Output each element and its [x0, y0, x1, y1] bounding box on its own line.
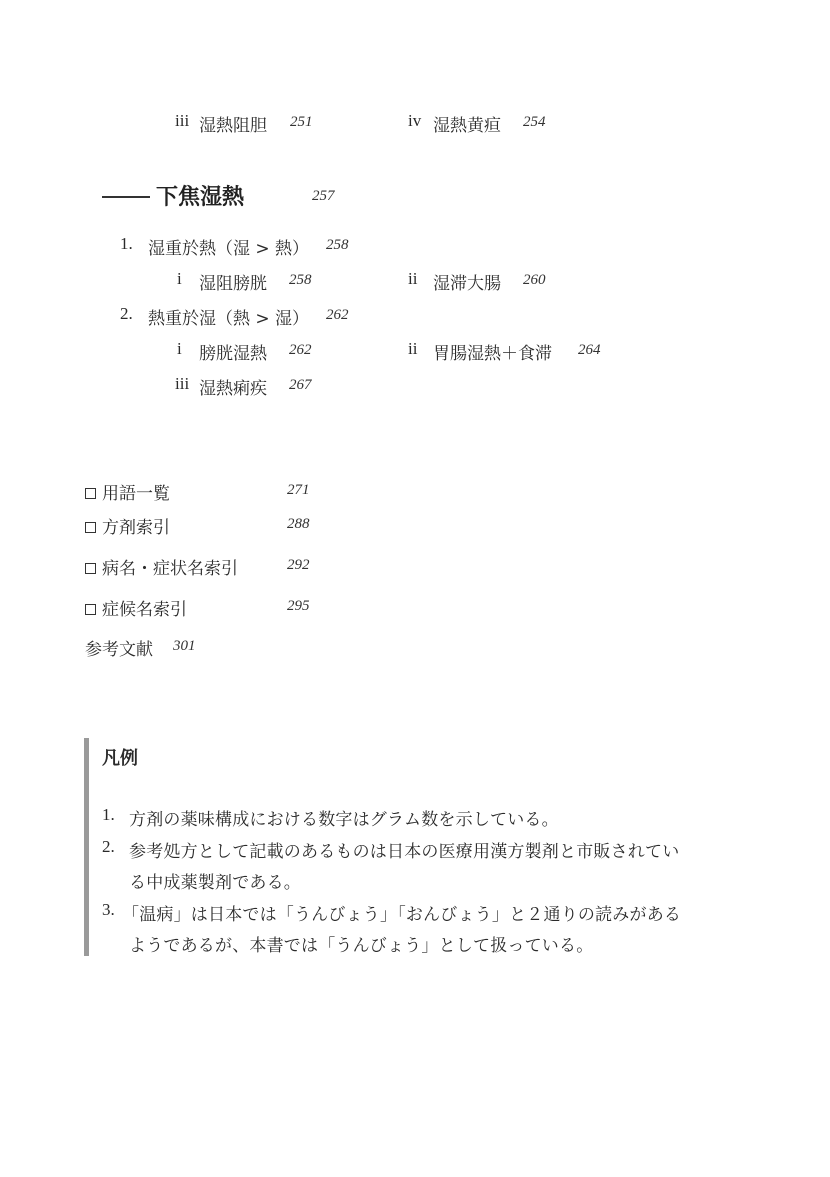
legend-side-bar	[84, 738, 89, 956]
toc-sub-title: 膀胱湿熱	[199, 344, 267, 364]
toc-page-number: 260	[523, 272, 546, 288]
toc-page-number: 292	[287, 557, 310, 573]
toc-sub-label: i	[177, 269, 182, 288]
legend-note-text: ようであるが、本書では「うんびょう」として扱っている。	[129, 936, 594, 956]
toc-page-number: 251	[290, 114, 313, 130]
toc-page-number: 262	[326, 307, 349, 323]
toc-page-number: 258	[289, 272, 312, 288]
toc-page-number: 295	[287, 598, 310, 614]
toc-page-number: 267	[289, 377, 312, 393]
legend-note-text: る中成薬製剤である。	[129, 873, 301, 893]
legend-note-number: 2.	[102, 837, 115, 856]
legend-note-text: 参考処方として記載のあるものは日本の医療用漢方製剤と市販されてい	[129, 842, 680, 862]
toc-sub-title: 湿熱黄疸	[433, 116, 501, 136]
toc-page-number: 301	[173, 638, 196, 654]
toc-page-number: 264	[578, 342, 601, 358]
heading-dash-rule	[102, 196, 150, 198]
group-title: 熱重於湿（熱 > 湿）	[148, 309, 310, 329]
toc-page-number: 288	[287, 516, 310, 532]
checkbox-square-icon	[85, 522, 96, 533]
checkbox-square-icon	[85, 488, 96, 499]
toc-page-number: 262	[289, 342, 312, 358]
toc-sub-title: 胃腸湿熱＋食滞	[433, 344, 552, 364]
toc-sub-title: 湿熱阻胆	[199, 116, 267, 136]
toc-page-number: 254	[523, 114, 546, 130]
index-entry-title: 症候名索引	[102, 600, 187, 620]
index-entry-title: 病名・症状名索引	[102, 559, 238, 579]
index-entry-title: 方剤索引	[102, 518, 170, 538]
checkbox-square-icon	[85, 604, 96, 615]
index-entry	[85, 513, 170, 538]
toc-page-number: 271	[287, 482, 310, 498]
toc-sub-title: 湿阻膀胱	[199, 274, 267, 294]
index-entry	[85, 479, 170, 504]
toc-sub-title: 湿熱痢疾	[199, 379, 267, 399]
group-title: 湿重於熱（湿 > 熱）	[148, 239, 310, 259]
references-title: 参考文献	[85, 640, 153, 660]
group-number: 1.	[120, 234, 133, 253]
legend-title: 凡例	[102, 748, 138, 769]
toc-sub-label: ii	[408, 339, 418, 358]
index-entry-title: 用語一覧	[102, 484, 170, 504]
checkbox-square-icon	[85, 563, 96, 574]
toc-sub-label: iv	[408, 111, 422, 130]
toc-page-number: 258	[326, 237, 349, 253]
legend-note-text: 「温病」は日本では「うんびょう」「おんびょう」と２通りの読みがある	[122, 905, 682, 925]
toc-sub-label: i	[177, 339, 182, 358]
section-page-number: 257	[312, 188, 335, 204]
section-heading: 下焦湿熱	[156, 185, 245, 210]
index-entry	[85, 595, 187, 620]
legend-note-number: 1.	[102, 805, 115, 824]
group-number: 2.	[120, 304, 133, 323]
toc-sub-label: iii	[175, 111, 190, 130]
toc-sub-label: ii	[408, 269, 418, 288]
index-entry	[85, 554, 238, 579]
legend-note-text: 方剤の薬味構成における数字はグラム数を示している。	[129, 810, 559, 830]
toc-sub-title: 湿滞大腸	[433, 274, 501, 294]
legend-note-number: 3.	[102, 900, 115, 919]
toc-sub-label: iii	[175, 374, 190, 393]
